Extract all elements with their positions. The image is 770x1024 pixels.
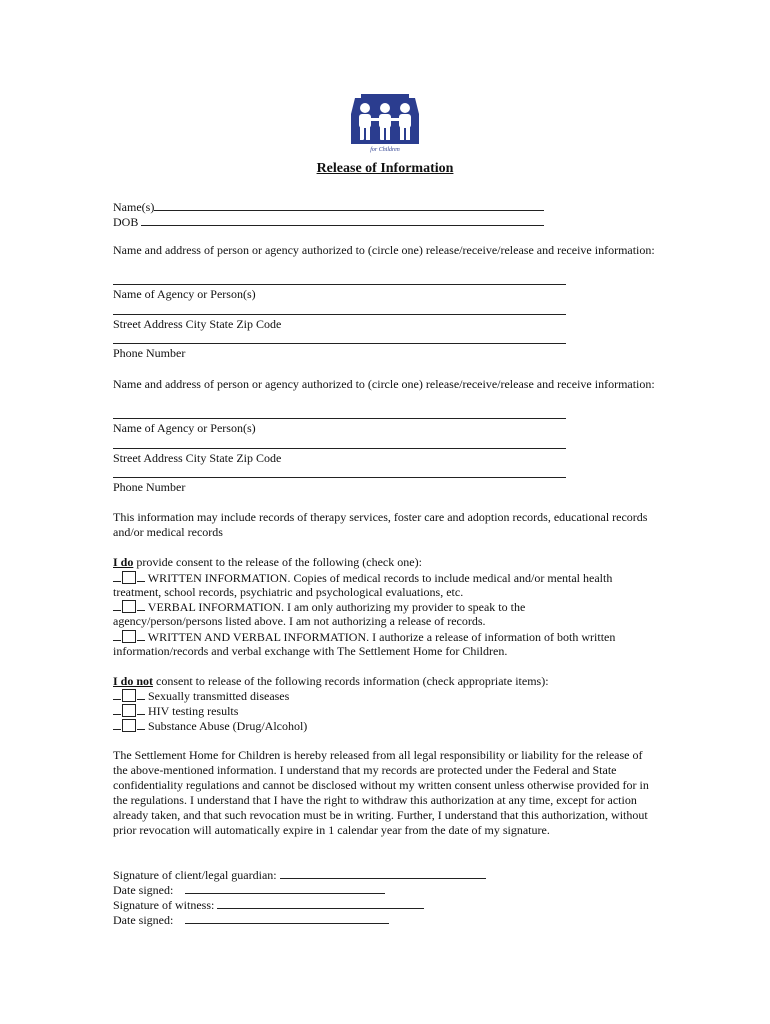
legal-text: The Settlement Home for Children is hereby released from all legal responsibility or liability for the release of the above-mentioned information. I understand that my records are protected under the Federal and State confidentiality regulations and cannot be disclosed without my written consent unless otherwise provided for in the regulations. I understand that I have the right to withdraw this authorization at any time, except for action already taken, and that such revocation must be in writing. Further, I understand that this authorization, without prior revocation will automatically expire in 1 calendar year from the date of my signature. <box>113 748 649 837</box>
no-consent-item-substance[interactable]: Substance Abuse (Drug/Alcohol) <box>113 718 307 734</box>
section1-phone-line[interactable] <box>113 343 566 344</box>
section1-agency-line[interactable] <box>113 284 566 285</box>
no-consent-item-std[interactable]: Sexually transmitted diseases <box>113 688 289 704</box>
consent-option-both-cont: information/records and verbal exchange with The Settlement Home for Children. <box>113 644 508 658</box>
client-signature-field[interactable]: Signature of client/legal guardian: <box>113 867 486 883</box>
hiv-checkbox[interactable] <box>122 704 136 717</box>
no-consent-heading: I do not consent to release of the following records information (check appropriate items): <box>113 674 549 688</box>
section2-address-label: Street Address City State Zip Code <box>113 451 282 465</box>
consent-option-written[interactable]: WRITTEN INFORMATION. Copies of medical records to include medical and/or mental health <box>113 570 612 586</box>
section2-intro: Name and address of person or agency authorized to (circle one) release/receive/release and receive information: <box>113 377 655 391</box>
section1-address-line[interactable] <box>113 314 566 315</box>
consent-option-both[interactable]: WRITTEN AND VERBAL INFORMATION. I authorize a release of information of both written <box>113 629 615 645</box>
written-and-verbal-checkbox[interactable] <box>122 630 136 643</box>
consent-option-written-cont: treatment, school records, psychiatric and psychological evaluations, etc. <box>113 585 464 599</box>
section1-intro: Name and address of person or agency authorized to (circle one) release/receive/release and receive information: <box>113 243 655 257</box>
section2-phone-line[interactable] <box>113 477 566 478</box>
witness-signature-field[interactable]: Signature of witness: <box>113 897 424 913</box>
substance-checkbox[interactable] <box>122 719 136 732</box>
section1-address-label: Street Address City State Zip Code <box>113 317 282 331</box>
logo-caption: The Settlement Home for Children <box>359 140 411 153</box>
consent-heading: I do provide consent to the release of the following (check one): <box>113 555 422 569</box>
section1-agency-label: Name of Agency or Person(s) <box>113 287 256 301</box>
records-note: This information may include records of therapy services, foster care and adoption records, educational records and/or medical records <box>113 510 648 539</box>
date-signed-field-1[interactable]: Date signed: <box>113 882 385 898</box>
page-title: Release of Information <box>316 161 454 176</box>
no-consent-item-hiv[interactable]: HIV testing results <box>113 703 238 719</box>
written-checkbox[interactable] <box>122 571 136 584</box>
section1-phone-label: Phone Number <box>113 346 186 360</box>
std-checkbox[interactable] <box>122 689 136 702</box>
names-field[interactable]: Name(s) <box>113 199 544 215</box>
verbal-checkbox[interactable] <box>122 600 136 613</box>
section2-agency-label: Name of Agency or Person(s) <box>113 421 256 435</box>
section2-agency-line[interactable] <box>113 418 566 419</box>
dob-field[interactable]: DOB <box>113 214 544 230</box>
date-signed-field-2[interactable]: Date signed: <box>113 912 389 928</box>
consent-option-verbal[interactable]: VERBAL INFORMATION. I am only authorizing my provider to speak to the <box>113 599 525 615</box>
section2-phone-label: Phone Number <box>113 480 186 494</box>
section2-address-line[interactable] <box>113 448 566 449</box>
consent-option-verbal-cont: agency/person/persons listed above. I am not authorizing a release of records. <box>113 614 486 628</box>
